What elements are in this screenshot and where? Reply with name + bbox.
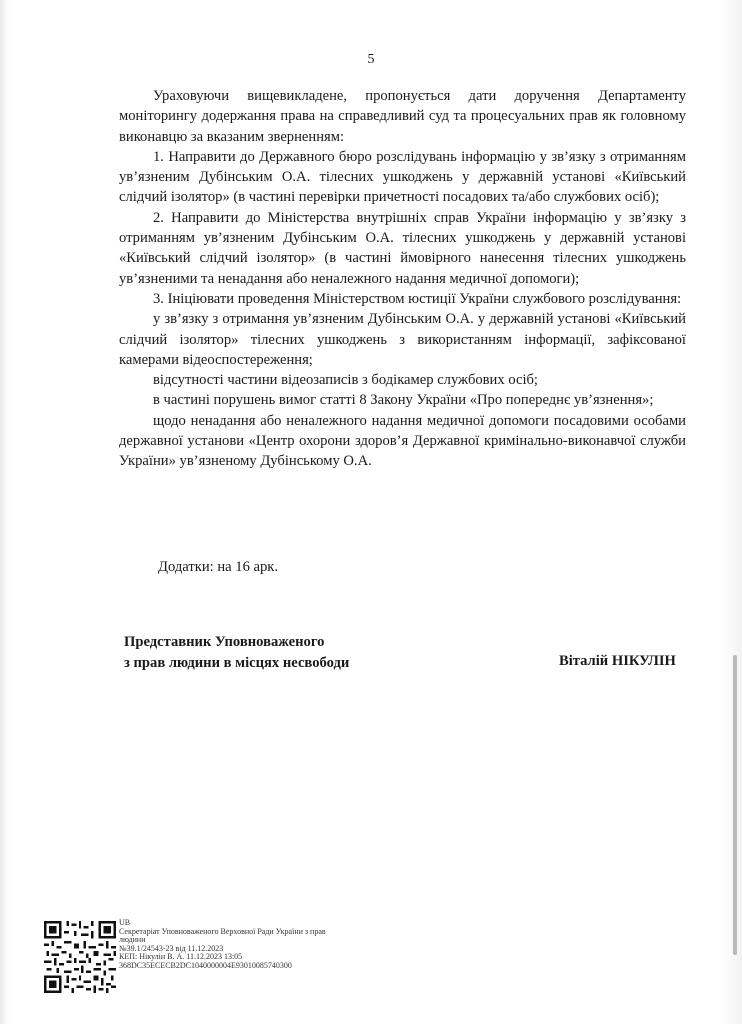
stamp-text [119, 919, 379, 971]
signatory-position-line-1: Представник Уповноваженого [124, 634, 325, 650]
item-3-subpoint-3: в частині порушень вимог статті 8 Закону України «Про попереднє ув’язнення»; [153, 392, 654, 409]
intro-paragraph: Ураховуючи вищевикладене, пропонується дати доручення Департаменту моніторингу додержання права на справедливий суд та процесуальних прав як головному виконавцю за вказаним зверненням: [119, 88, 686, 145]
item-3-paragraph: 3. Ініціювати проведення Міністерством юстиції України службового розслідування: [153, 290, 682, 307]
signatory-position [124, 632, 349, 674]
attachments-note: Додатки: на 16 арк. [158, 559, 279, 575]
item-1-paragraph: 1. Направити до Державного бюро розслідувань інформацію у зв’язку з отриманням ув’язненим Дубінським О.А. тілесних ушкоджень у державній установі «Київський слідчий ізолятор» (в частині перевірки причетності посадових та/або службових осіб); [119, 148, 686, 206]
document-body [119, 86, 686, 472]
qr-code-icon [44, 921, 116, 993]
scrollbar[interactable] [733, 655, 737, 955]
item-3-subpoint-4: щодо ненадання або неналежного надання медичної допомоги посадовими особами державної установи «Центр охорони здоров’я Державної кримінально-виконавчої служби України» ув’язненому Дубінському О.А. [119, 412, 686, 470]
page-number: 5 [367, 52, 375, 67]
stamp-line-2: Секретаріат Уповноваженого Верховної Ради України з прав [119, 926, 326, 936]
stamp-line-1: UB [119, 918, 131, 927]
stamp-line-6: 368DC35ECECB2DC1040000004E93010085740300 [119, 960, 292, 970]
stamp-line-4: №39.1/24543-23 від 11.12.2023 [119, 943, 224, 953]
electronic-signature-stamp [44, 915, 344, 995]
item-3-subpoint-1: у зв’язку з отримання ув’язненим Дубінським О.А. у державній установі «Київський слідчий ізолятор» тілесних ушкоджень з використанням інформації, зафіксованої камерами відеоспостереження; [119, 311, 686, 368]
stamp-line-5: КЕП: Нікулін В. А. 11.12.2023 13:05 [119, 952, 243, 962]
item-2-paragraph: 2. Направити до Міністерства внутрішніх справ України інформацію у зв’язку з отриманням ув’язненим Дубінським О.А. тілесних ушкоджень у державній установі «Київський слідчий ізолятор» (в частині ймовірного нанесення тілесних ушкоджень ув’язненими та ненадання або неналежного надання медичної допомоги); [119, 209, 686, 287]
item-3-subpoint-2: відсутності частини відеозаписів з бодікамер службових осіб; [153, 372, 538, 389]
stamp-line-3: людини [119, 935, 146, 945]
signatory-name: Віталій НІКУЛІН [559, 653, 676, 669]
signatory-position-line-2: з прав людини в місцях несвободи [124, 655, 350, 671]
